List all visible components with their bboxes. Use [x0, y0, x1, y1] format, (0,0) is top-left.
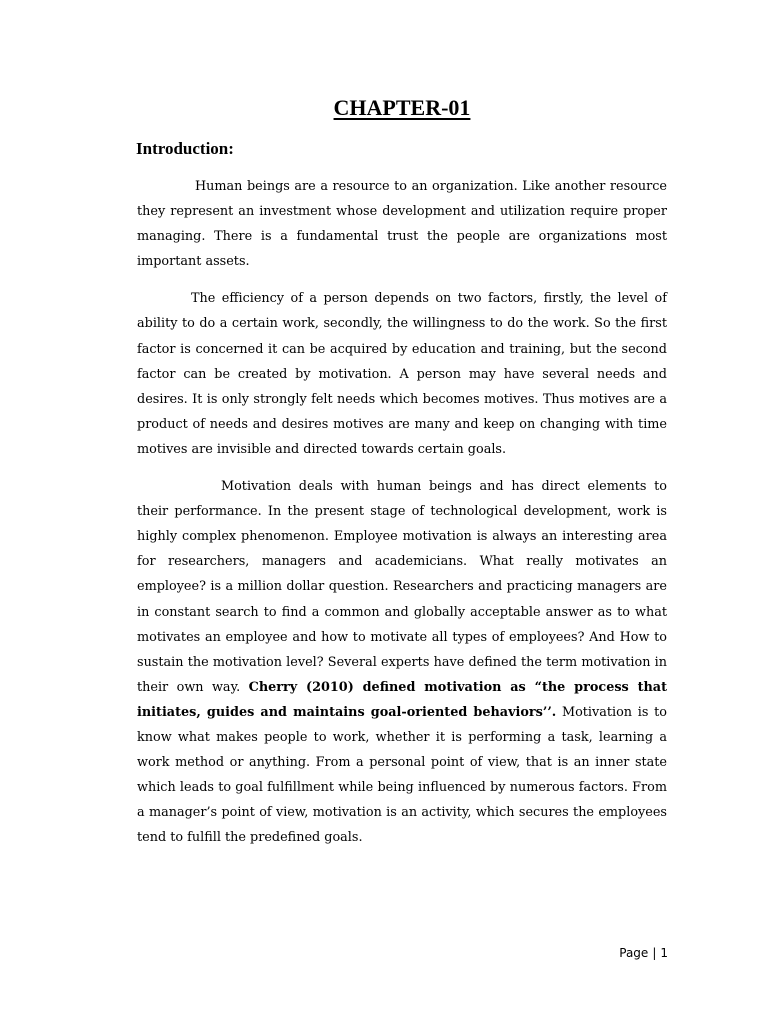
paragraph-3: [137, 474, 667, 850]
paragraph-3-bold-quote: Cherry (2010) defined motivation as “the process that initiates, guides and maintains goal-oriented behaviors’’.: [137, 679, 668, 720]
page-number: 1: [660, 946, 668, 960]
body-text: [137, 174, 667, 862]
paragraph-1: Human beings are a resource to an organization. Like another resource they represent an investment whose development and utilization require proper managing. There is a fundamental trust the people are organizations most important assets.: [137, 179, 667, 270]
paragraph-2: The efficiency of a person depends on two factors, firstly, the level of ability to do a certain work, secondly, the willingness to do the work. So the first factor is concerned it can be acquired by education and training, but the second factor can be created by motivation. A person may have several needs and desires. It is only strongly felt needs which becomes motives. Thus motives are a product of needs and desires motives are many and keep on changing with time motives are invisible and directed towards certain goals.: [137, 291, 667, 457]
paragraph-3-text-start: Motivation deals with human beings and has direct elements to their performance. In the present stage of technological development, work is highly complex phenomenon. Employee motivation is always an interesting area for researchers, managers and academicians. What really motivates an employee? is a million dollar question. Researchers and practicing managers are in constant search to find a common and globally acceptable answer as to what motivates an employee and how to motivate all types of employees? And How to sustain the motivation level? Several experts have defined the term motivation in their own way.: [137, 479, 667, 695]
chapter-title: CHAPTER-01: [333, 95, 471, 120]
page-label: Page: [619, 946, 649, 960]
page-separator: |: [652, 946, 657, 960]
section-heading: Introduction:: [136, 139, 234, 158]
paragraph-3-text-end: Motivation is to know what makes people to work, whether it is performing a task, learning a work method or anything. From a personal point of view, that is an inner state which leads to goal fulfillment while being influenced by numerous factors. From a manager’s point of view, motivation is an activity, which secures the employees tend to fulfill the predefined goals.: [137, 704, 667, 846]
page-footer: [619, 946, 668, 960]
